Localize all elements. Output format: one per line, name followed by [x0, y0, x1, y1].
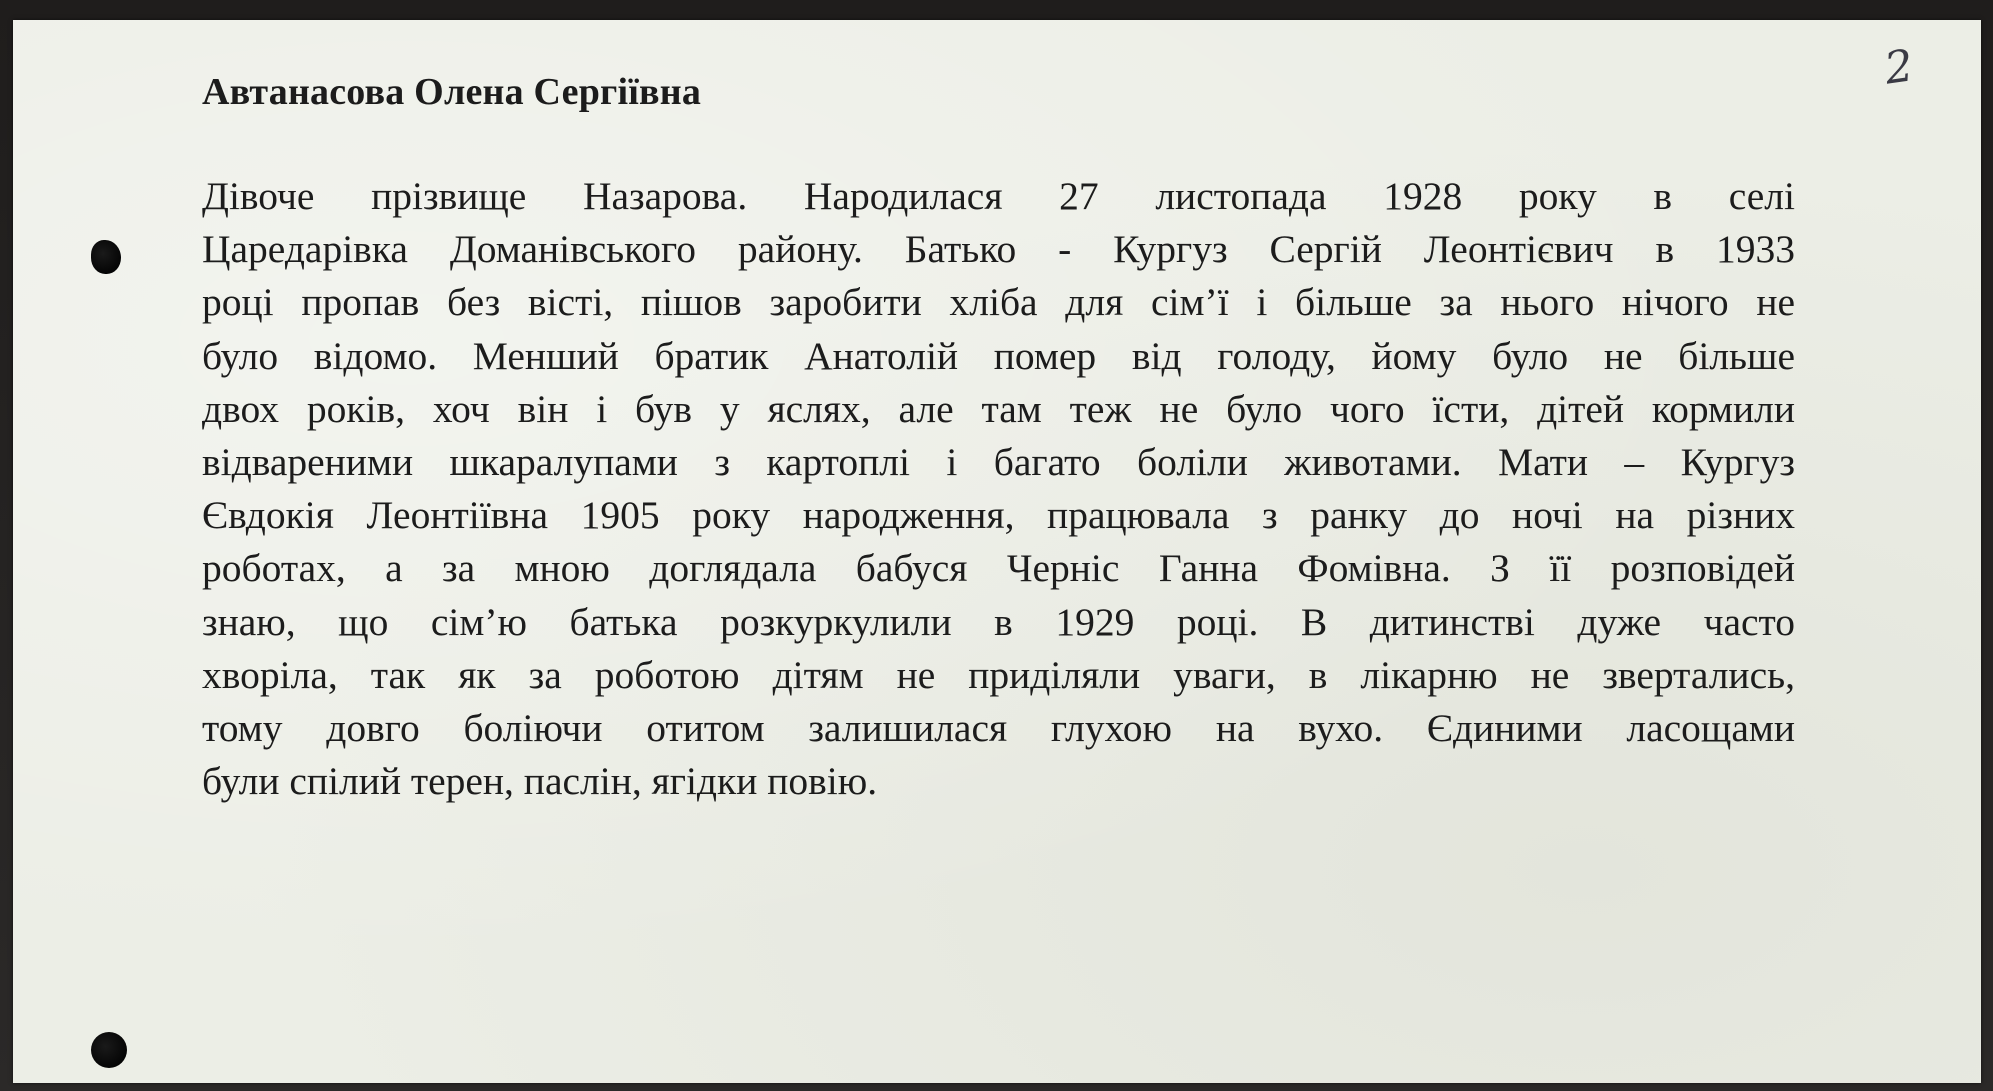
body-line: Євдокія Леонтіївна 1905 року народження, працювала з ранку до ночі на різних — [202, 493, 1795, 538]
body-line: році пропав без вісті, пішов заробити хліба для сім’ї і більше за нього нічого не — [202, 280, 1795, 325]
body-line: Царедарівка Доманівського району. Батько - Кургуз Сергій Леонтієвич в 1933 — [202, 227, 1795, 272]
punch-hole-top — [91, 240, 121, 274]
body-line: двох років, хоч він і був у яслях, але там теж не було чого їсти, дітей кормили — [202, 386, 1795, 431]
handwritten-page-number: 2 — [1881, 40, 1917, 95]
paper-sheet — [13, 20, 1981, 1083]
document-body — [202, 170, 1795, 808]
body-line: Дівоче прізвище Назарова. Народилася 27 листопада 1928 року в селі — [202, 174, 1795, 218]
body-line: роботах, а за мною доглядала бабуся Черніс Ганна Фомівна. З її розповідей — [202, 546, 1795, 591]
punch-hole-bottom — [91, 1032, 127, 1068]
body-line: хворіла, так як за роботою дітям не приділяли уваги, в лікарню не звертались, — [202, 652, 1795, 697]
body-line: відвареними шкаралупами з картоплі і багато боліли животами. Мати – Кургуз — [202, 440, 1795, 485]
body-line: було відомо. Менший братик Анатолій помер від голоду, йому було не більше — [202, 333, 1795, 378]
body-line: знаю, що сім’ю батька розкуркулили в 1929 році. В дитинстві дуже часто — [202, 599, 1795, 644]
body-line: тому довго боліючи отитом залишилася глухою на вухо. Єдиними ласощами — [202, 706, 1795, 751]
document-title: Автанасова Олена Сергіївна — [202, 71, 702, 113]
body-line: були спілий терен, паслін, ягідки повію. — [202, 759, 878, 804]
